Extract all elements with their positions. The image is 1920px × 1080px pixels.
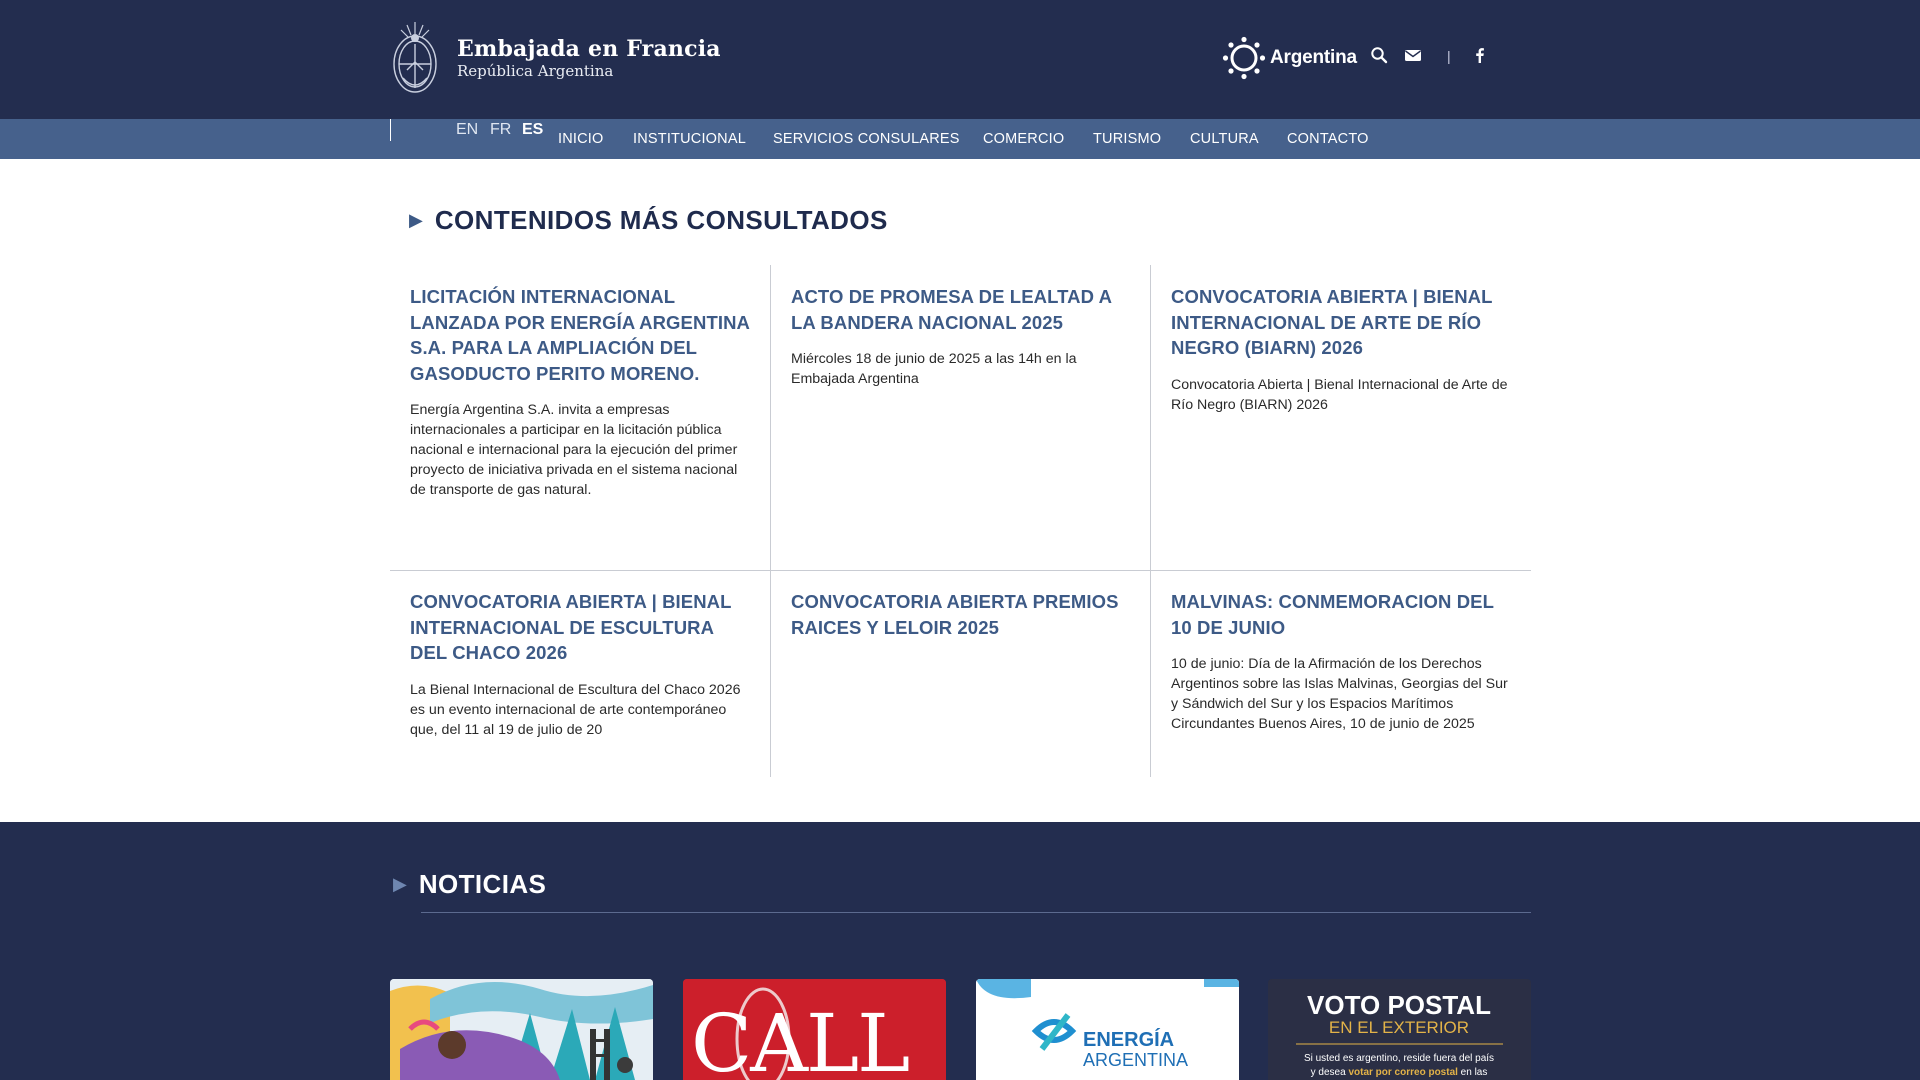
argentina-sun-icon xyxy=(1222,36,1266,80)
voto-postal-line-2: EN EL EXTERIOR xyxy=(1328,1018,1470,1037)
facebook-icon[interactable] xyxy=(1471,46,1489,64)
card-summary: 10 de junio: Día de la Afirmación de los Derechos Argentinos sobre las Islas Malvinas, Georgias del Sur y Sándwich del Sur y los Espacios Marítimos Circundantes Buenos Aires, 10 de junio de 2025 xyxy=(1171,656,1508,733)
section-arrow-icon: ▶ xyxy=(409,210,423,230)
grid-divider xyxy=(390,570,1531,571)
section-arrow-icon: ▶ xyxy=(393,874,407,894)
section-title: NOTICIAS xyxy=(418,869,547,899)
news-thumbnail[interactable] xyxy=(1268,979,1531,1080)
card-summary: Energía Argentina S.A. invita a empresas internacionales a participar en la licitación pública nacional e internacional para la ejecución del primer proyecto de iniciativa privada en el sistema nacional de transporte de gas natural. xyxy=(410,402,738,499)
news-section xyxy=(0,822,1920,1080)
card-summary: La Bienal Internacional de Escultura del Chaco 2026 es un evento internacional de arte contemporáneo que, del 11 al 19 de julio de 20 xyxy=(410,681,741,738)
energia-line-1: ENERGÍA xyxy=(1083,1029,1175,1051)
voto-postal-line-4 xyxy=(1311,1067,1488,1078)
news-thumbnail[interactable] xyxy=(976,979,1239,1080)
main-nav xyxy=(0,119,1920,159)
nav-item-turismo[interactable]: TURISMO xyxy=(1093,131,1162,147)
card-title[interactable]: LICITACIÓN INTERNACIONAL LANZADA POR ENERGÍA ARGENTINA S.A. PARA LA AMPLIACIÓN DEL GASODUCTO PERITO MORENO. xyxy=(410,286,750,384)
grid-divider xyxy=(1150,265,1151,777)
nav-item-inicio[interactable]: INICIO xyxy=(558,131,604,147)
content-card[interactable] xyxy=(410,284,750,500)
site-subtitle: República Argentina xyxy=(457,62,614,80)
mural-illustration xyxy=(390,979,653,1080)
envelope-icon[interactable] xyxy=(1404,46,1422,64)
voto-postal-line-4c: en las xyxy=(1457,1067,1488,1078)
voto-postal-line-3: Si usted es argentino, reside fuera del país xyxy=(1303,1053,1495,1064)
card-summary: Convocatoria Abierta | Bienal Internacional de Arte de Río Negro (BIARN) 2026 xyxy=(1171,376,1508,413)
lang-fr[interactable]: FR xyxy=(490,121,512,138)
lang-es[interactable]: ES xyxy=(522,121,544,138)
coat-of-arms-icon xyxy=(389,18,441,98)
card-title[interactable]: CONVOCATORIA ABIERTA | BIENAL INTERNACIONAL DE ARTE DE RÍO NEGRO (BIARN) 2026 xyxy=(1171,286,1493,359)
card-title[interactable]: MALVINAS: CONMEMORACION DEL 10 DE JUNIO xyxy=(1171,591,1494,638)
news-thumbnail[interactable] xyxy=(683,979,946,1080)
call-poster-text: CALL xyxy=(691,997,909,1080)
voto-postal-line-4b: votar por correo postal xyxy=(1348,1067,1458,1078)
nav-divider xyxy=(390,119,391,141)
news-thumbnail[interactable] xyxy=(390,979,653,1080)
voto-postal-line-1: VOTO POSTAL xyxy=(1307,990,1491,1020)
consulted-heading xyxy=(409,205,888,236)
energia-line-2: ARGENTINA xyxy=(1083,1050,1189,1070)
card-title[interactable]: CONVOCATORIA ABIERTA | BIENAL INTERNACIONAL DE ESCULTURA DEL CHACO 2026 xyxy=(410,591,732,664)
content-card[interactable] xyxy=(1171,589,1511,734)
site-title: Embajada en Francia xyxy=(457,36,721,62)
energia-argentina-logo xyxy=(976,979,1239,1080)
news-heading xyxy=(393,869,546,900)
argentina-logo[interactable] xyxy=(1222,36,1357,80)
argentina-wordmark: Argentina xyxy=(1270,47,1357,68)
nav-item-cultura[interactable]: CULTURA xyxy=(1190,131,1259,147)
site-header xyxy=(0,0,1920,119)
content-card[interactable] xyxy=(791,284,1131,389)
card-title[interactable]: ACTO DE PROMESA DE LEALTAD A LA BANDERA NACIONAL 2025 xyxy=(791,286,1112,333)
nav-item-servicios-consulares[interactable]: SERVICIOS CONSULARES xyxy=(773,131,960,147)
voto-postal-poster xyxy=(1268,979,1531,1080)
search-icon[interactable] xyxy=(1370,46,1388,64)
call-poster-image xyxy=(683,979,946,1080)
nav-item-comercio[interactable]: COMERCIO xyxy=(983,131,1065,147)
header-separator: | xyxy=(1447,48,1451,64)
news-divider xyxy=(421,912,1531,913)
nav-item-institucional[interactable]: INSTITUCIONAL xyxy=(633,131,746,147)
lang-en[interactable]: EN xyxy=(456,121,479,138)
nav-item-contacto[interactable]: CONTACTO xyxy=(1287,131,1369,147)
card-title[interactable]: CONVOCATORIA ABIERTA PREMIOS RAICES Y LELOIR 2025 xyxy=(791,591,1119,638)
grid-divider xyxy=(770,265,771,777)
content-card[interactable] xyxy=(410,589,750,740)
brand-link[interactable] xyxy=(389,18,721,98)
card-summary: Miércoles 18 de junio de 2025 a las 14h en la Embajada Argentina xyxy=(791,351,1077,388)
content-card[interactable] xyxy=(791,589,1131,640)
section-title: CONTENIDOS MÁS CONSULTADOS xyxy=(434,205,888,235)
voto-postal-line-4a: y desea xyxy=(1310,1067,1349,1078)
content-card[interactable] xyxy=(1171,284,1511,415)
